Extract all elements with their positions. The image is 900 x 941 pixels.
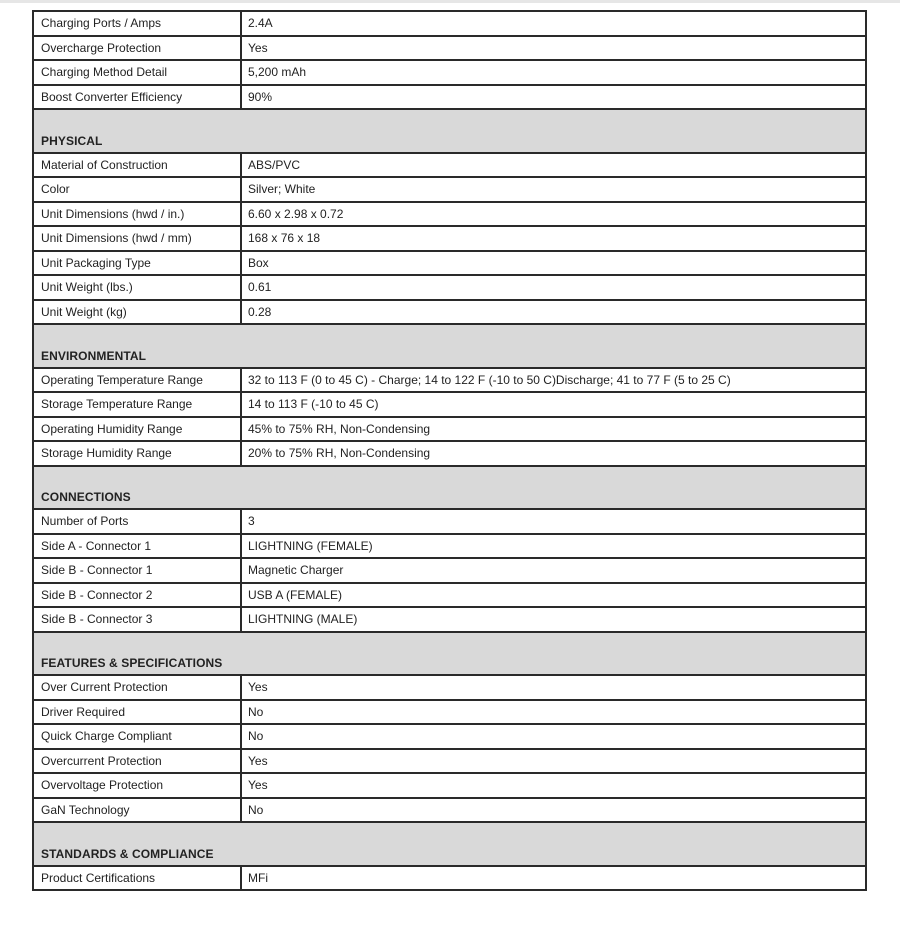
spec-value: Yes bbox=[241, 36, 866, 61]
spec-value: Yes bbox=[241, 675, 866, 700]
spec-value: 90% bbox=[241, 85, 866, 110]
spec-value: 45% to 75% RH, Non-Condensing bbox=[241, 417, 866, 442]
spec-row bbox=[33, 534, 866, 559]
spec-label: Unit Weight (lbs.) bbox=[33, 275, 241, 300]
section-title: PHYSICAL bbox=[33, 109, 866, 153]
spec-row bbox=[33, 773, 866, 798]
spec-row bbox=[33, 60, 866, 85]
spec-value: 0.28 bbox=[241, 300, 866, 325]
spec-value: LIGHTNING (MALE) bbox=[241, 607, 866, 632]
spec-label: Material of Construction bbox=[33, 153, 241, 178]
section-header-row bbox=[33, 466, 866, 510]
top-divider bbox=[0, 0, 900, 3]
spec-row bbox=[33, 11, 866, 36]
spec-row bbox=[33, 700, 866, 725]
section-header-row bbox=[33, 632, 866, 676]
spec-value: 32 to 113 F (0 to 45 C) - Charge; 14 to 122 F (-10 to 50 C)Discharge; 41 to 77 F (5 to 25 C) bbox=[241, 368, 866, 393]
spec-value: 5,200 mAh bbox=[241, 60, 866, 85]
spec-label: Charging Method Detail bbox=[33, 60, 241, 85]
spec-label: Side B - Connector 1 bbox=[33, 558, 241, 583]
spec-value: ABS/PVC bbox=[241, 153, 866, 178]
spec-label: Overcharge Protection bbox=[33, 36, 241, 61]
spec-label: Color bbox=[33, 177, 241, 202]
spec-value: 0.61 bbox=[241, 275, 866, 300]
spec-label: Overcurrent Protection bbox=[33, 749, 241, 774]
spec-value: 168 x 76 x 18 bbox=[241, 226, 866, 251]
section-header-row bbox=[33, 109, 866, 153]
spec-label: GaN Technology bbox=[33, 798, 241, 823]
section-title: CONNECTIONS bbox=[33, 466, 866, 510]
section-title: ENVIRONMENTAL bbox=[33, 324, 866, 368]
spec-label: Over Current Protection bbox=[33, 675, 241, 700]
spec-value: Yes bbox=[241, 749, 866, 774]
specifications-table bbox=[32, 10, 867, 891]
spec-row bbox=[33, 85, 866, 110]
spec-row bbox=[33, 153, 866, 178]
spec-value: 2.4A bbox=[241, 11, 866, 36]
spec-row bbox=[33, 441, 866, 466]
spec-value: USB A (FEMALE) bbox=[241, 583, 866, 608]
spec-row bbox=[33, 607, 866, 632]
spec-label: Storage Temperature Range bbox=[33, 392, 241, 417]
spec-label: Operating Humidity Range bbox=[33, 417, 241, 442]
spec-value: No bbox=[241, 798, 866, 823]
spec-label: Driver Required bbox=[33, 700, 241, 725]
spec-value: 6.60 x 2.98 x 0.72 bbox=[241, 202, 866, 227]
spec-row bbox=[33, 675, 866, 700]
spec-value: MFi bbox=[241, 866, 866, 891]
section-header-row bbox=[33, 822, 866, 866]
spec-value: No bbox=[241, 700, 866, 725]
specifications-table-body bbox=[33, 11, 866, 890]
section-header-row bbox=[33, 324, 866, 368]
spec-row bbox=[33, 368, 866, 393]
spec-label: Unit Dimensions (hwd / in.) bbox=[33, 202, 241, 227]
spec-row bbox=[33, 275, 866, 300]
spec-label: Charging Ports / Amps bbox=[33, 11, 241, 36]
spec-label: Quick Charge Compliant bbox=[33, 724, 241, 749]
spec-row bbox=[33, 177, 866, 202]
spec-label: Operating Temperature Range bbox=[33, 368, 241, 393]
section-title: FEATURES & SPECIFICATIONS bbox=[33, 632, 866, 676]
spec-value: Yes bbox=[241, 773, 866, 798]
spec-row bbox=[33, 36, 866, 61]
spec-row bbox=[33, 509, 866, 534]
spec-label: Overvoltage Protection bbox=[33, 773, 241, 798]
spec-value: Magnetic Charger bbox=[241, 558, 866, 583]
spec-label: Product Certifications bbox=[33, 866, 241, 891]
spec-row bbox=[33, 202, 866, 227]
spec-value: Box bbox=[241, 251, 866, 276]
spec-label: Side B - Connector 3 bbox=[33, 607, 241, 632]
spec-value: No bbox=[241, 724, 866, 749]
spec-row bbox=[33, 392, 866, 417]
spec-label: Storage Humidity Range bbox=[33, 441, 241, 466]
spec-row bbox=[33, 798, 866, 823]
spec-row bbox=[33, 558, 866, 583]
spec-row bbox=[33, 724, 866, 749]
spec-label: Unit Packaging Type bbox=[33, 251, 241, 276]
spec-label: Boost Converter Efficiency bbox=[33, 85, 241, 110]
spec-row bbox=[33, 417, 866, 442]
section-title: STANDARDS & COMPLIANCE bbox=[33, 822, 866, 866]
spec-row bbox=[33, 583, 866, 608]
spec-label: Unit Weight (kg) bbox=[33, 300, 241, 325]
spec-label: Side B - Connector 2 bbox=[33, 583, 241, 608]
spec-label: Number of Ports bbox=[33, 509, 241, 534]
spec-value: 14 to 113 F (-10 to 45 C) bbox=[241, 392, 866, 417]
spec-row bbox=[33, 300, 866, 325]
spec-value: 20% to 75% RH, Non-Condensing bbox=[241, 441, 866, 466]
spec-row bbox=[33, 226, 866, 251]
spec-value: 3 bbox=[241, 509, 866, 534]
spec-row bbox=[33, 251, 866, 276]
spec-value: Silver; White bbox=[241, 177, 866, 202]
spec-label: Unit Dimensions (hwd / mm) bbox=[33, 226, 241, 251]
spec-row bbox=[33, 749, 866, 774]
spec-row bbox=[33, 866, 866, 891]
spec-value: LIGHTNING (FEMALE) bbox=[241, 534, 866, 559]
spec-label: Side A - Connector 1 bbox=[33, 534, 241, 559]
